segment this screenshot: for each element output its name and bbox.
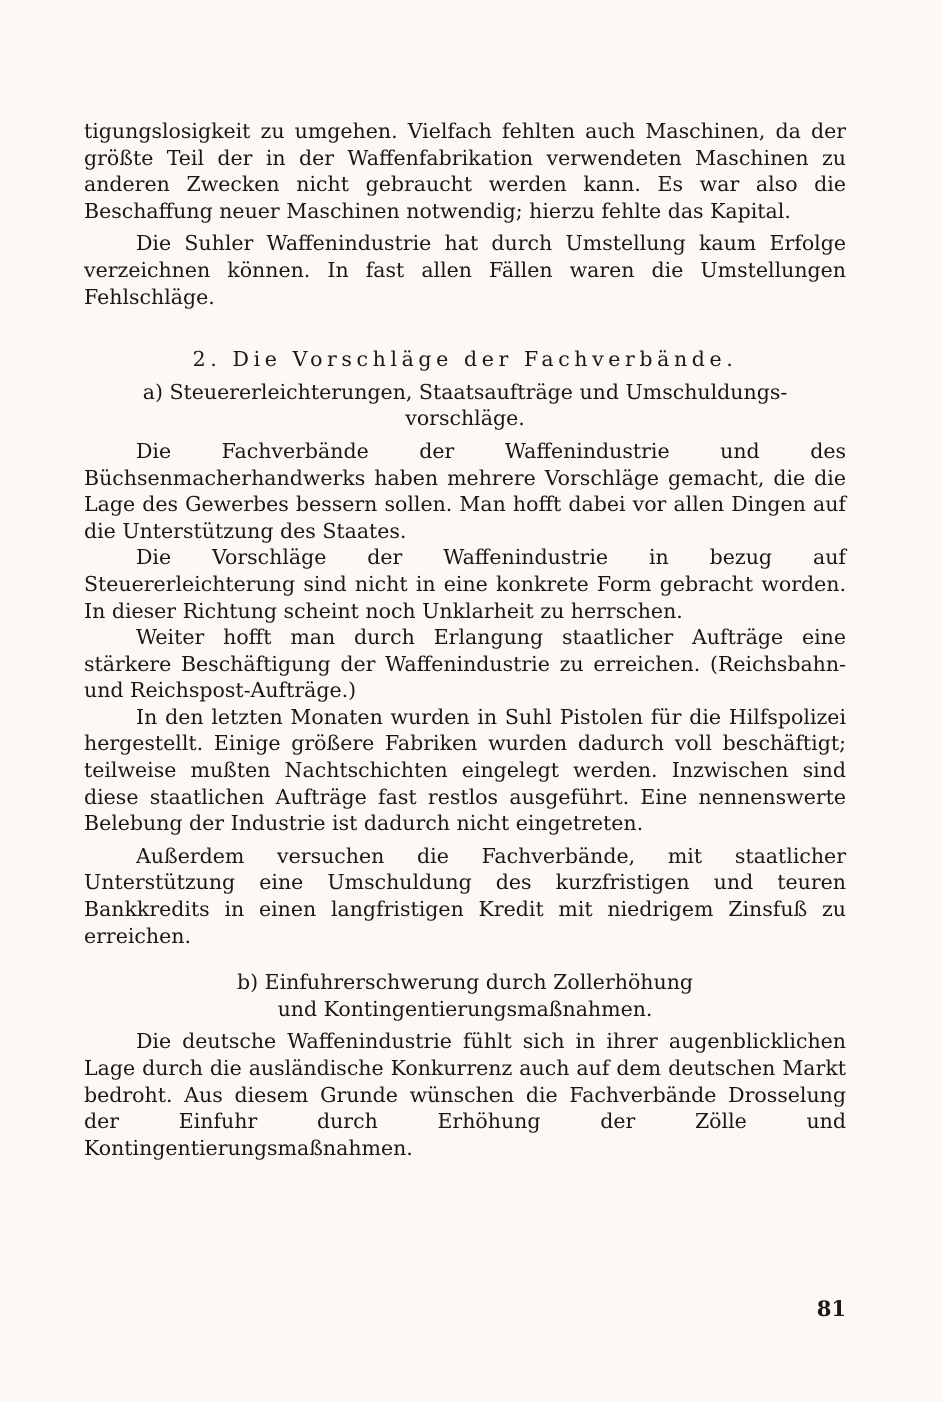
subsection-b-heading-line1: b) Einfuhrerschwerung durch Zollerhöhung: [236, 970, 694, 995]
paragraph-a5: Außerdem versuchen die Fachverbände, mit staatlicher Unterstützung eine Umschuldung des kurzfristigen und teuren Bankkredits in einen langfristigen Kredit mit niedrigem Zinsfuß zu erreichen.: [84, 843, 846, 948]
paragraph-a1: Die Fachverbände der Waffenindustrie und des Büchsenmacherhandwerks haben mehrere Vorschläge gemacht, die die Lage des Gewerbes bessern sollen. Man hofft dabei vor allen Dingen auf die Unterstützung des Staates.: [84, 438, 846, 543]
text-column: [84, 118, 846, 1161]
paragraph-a3: Weiter hofft man durch Erlangung staatlicher Aufträge eine stärkere Beschäftigung der Waffenindustrie zu erreichen. (Reichsbahn- und Reichspost-Aufträge.): [84, 625, 846, 703]
paragraph-a2: Die Vorschläge der Waffenindustrie in bezug auf Steuererleichterung sind nicht in eine konkrete Form gebracht worden. In dieser Richtung scheint noch Unklarheit zu herrschen.: [84, 545, 846, 623]
section-heading: 2. Die Vorschläge der Fachverbände.: [192, 347, 738, 372]
paragraph-continuation: tigungslosigkeit zu umgehen. Vielfach fehlten auch Maschinen, da der größte Teil der in der Waffenfabrikation verwendeten Maschinen zu anderen Zwecken nicht gebraucht werden kann. Es war also die Beschaffung neuer Maschinen notwendig; hierzu fehlte das Kapital.: [84, 119, 846, 223]
subsection-a-heading-line1: a) Steuererleichterungen, Staatsaufträge und Umschuldungs-: [142, 379, 788, 404]
paragraph-b1: Die deutsche Waffenindustrie fühlt sich in ihrer augenblicklichen Lage durch die ausländische Konkurrenz auch auf dem deutschen Markt bedroht. Aus diesem Grunde wünschen die Fachverbände Drosselung der Einfuhr durch Erhöhung der Zölle und Kontingentierungsmaßnahmen.: [84, 1029, 846, 1160]
subsection-a-heading-line2: vorschläge.: [405, 406, 525, 431]
subsection-b-heading-line2: und Kontingentierungsmaßnahmen.: [277, 996, 653, 1021]
page-number: 81: [816, 1296, 846, 1321]
paragraph-suhler-industry: Die Suhler Waffenindustrie hat durch Umstellung kaum Erfolge verzeichnen können. In fast allen Fällen waren die Umstellungen Fehlschläge.: [84, 231, 846, 309]
paragraph-a4: In den letzten Monaten wurden in Suhl Pistolen für die Hilfspolizei hergestellt. Einige größere Fabriken wurden dadurch voll beschäftigt; teilweise mußten Nachtschichten eingelegt werden. Inzwischen sind diese staatlichen Aufträge fast restlos ausgeführt. Eine nennenswerte Belebung der Industrie ist dadurch nicht eingetreten.: [84, 704, 846, 836]
